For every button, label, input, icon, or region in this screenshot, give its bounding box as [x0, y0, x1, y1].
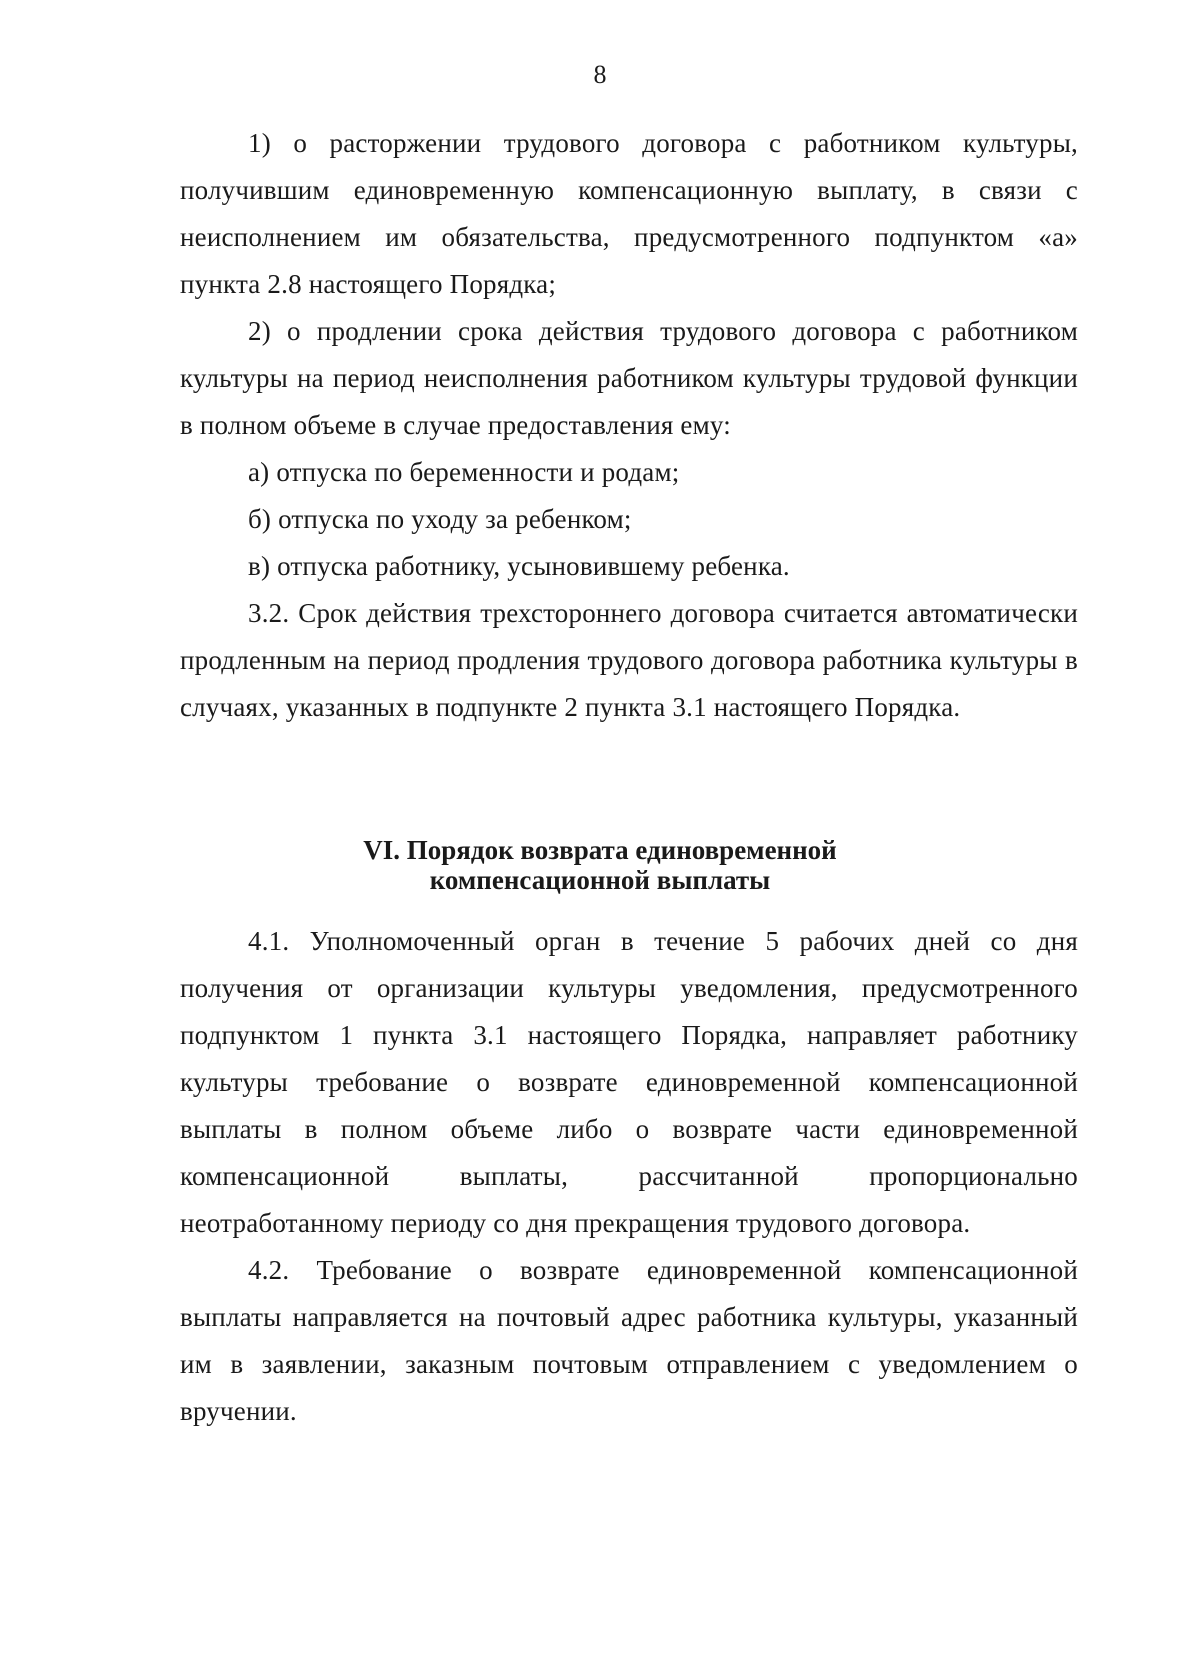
- list-item-childcare-leave: б) отпуска по уходу за ребенком;: [248, 504, 632, 534]
- paragraph-extension-notice: 2) о продлении срока действия трудового договора с работником культуры на период неисполнения работником культуры трудовой функции в полном объеме в случае предоставления ему:: [180, 316, 1078, 440]
- paragraph-4-2: 4.2. Требование о возврате единовременной компенсационной выплаты направляется на почтовый адрес работника культуры, указанный им в заявлении, заказным почтовым отправлением с уведомлением о вручении.: [180, 1255, 1078, 1426]
- list-item-adoption-leave: в) отпуска работнику, усыновившему ребенка.: [248, 551, 790, 581]
- section-4-body: [180, 918, 1078, 1435]
- paragraph-3-2: 3.2. Срок действия трехстороннего договора считается автоматически продленным на период продления трудового договора работника культуры в случаях, указанных в подпункте 2 пункта 3.1 настоящего Порядка.: [180, 598, 1078, 722]
- section-heading: [0, 835, 1200, 895]
- section-heading-line-2: компенсационной выплаты: [429, 865, 771, 895]
- page-number: 8: [593, 60, 607, 89]
- paragraph-termination-notice: 1) о расторжении трудового договора с работником культуры, получившим единовременную компенсационную выплату, в связи с неисполнением им обязательства, предусмотренного подпунктом «а» пункта 2.8 настоящего Порядка;: [180, 128, 1078, 299]
- list-item-maternity-leave: а) отпуска по беременности и родам;: [248, 457, 680, 487]
- section-3-body: [180, 120, 1078, 731]
- section-heading-line-1: VI. Порядок возврата единовременной: [363, 835, 837, 865]
- paragraph-4-1: 4.1. Уполномоченный орган в течение 5 рабочих дней со дня получения от организации культуры уведомления, предусмотренного подпунктом 1 пункта 3.1 настоящего Порядка, направляет работнику культуры требование о возврате единовременной компенсационной выплаты в полном объеме либо о возврате части единовременной компенсационной выплаты, рассчитанной пропорционально неотработанному периоду со дня прекращения трудового договора.: [180, 926, 1078, 1238]
